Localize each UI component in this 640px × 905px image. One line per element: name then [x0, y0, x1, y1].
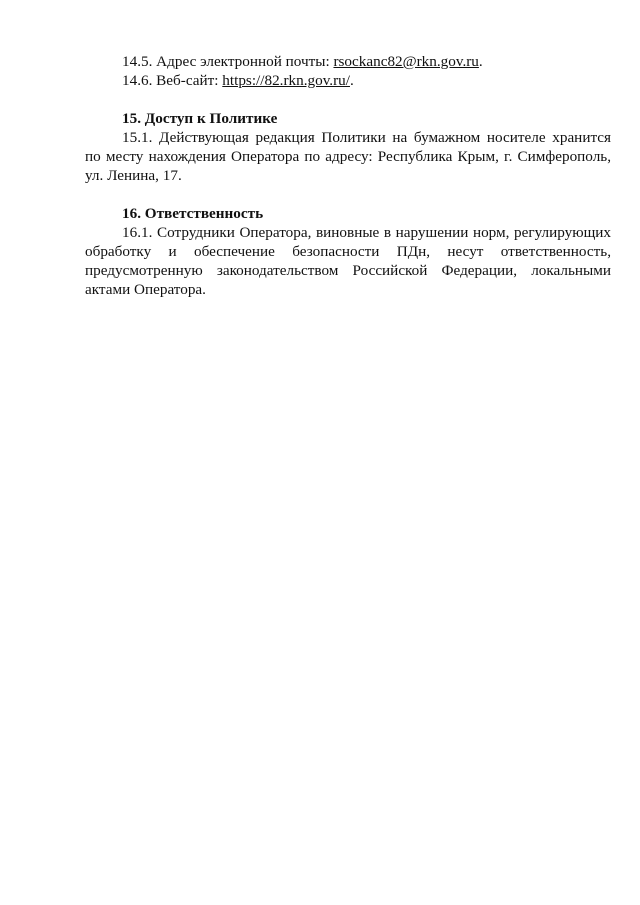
website-item	[85, 71, 611, 90]
section-16-heading: 16. Ответственность	[122, 205, 264, 222]
section-16-line-1: 16.1. Сотрудники Оператора, виновные в нарушении норм, регулирующих	[122, 224, 611, 241]
section-15-line-1: 15.1. Действующая редакция Политики на бумажном носителе хранится	[122, 129, 611, 146]
spacer	[85, 90, 611, 109]
section-16-line-2: обработку и обеспечение безопасности ПДн, несут ответственность,	[85, 243, 611, 260]
spacer	[85, 185, 611, 204]
email-item	[85, 52, 611, 71]
website-link[interactable]: https://82.rkn.gov.ru/	[222, 72, 350, 89]
website-label: 14.6. Веб-сайт:	[122, 72, 223, 89]
section-16-paragraph	[85, 223, 611, 299]
email-label: 14.5. Адрес электронной почты:	[122, 53, 334, 70]
section-15-heading: 15. Доступ к Политике	[122, 110, 278, 127]
email-end: .	[478, 53, 483, 70]
section-15-line-2: по месту нахождения Оператора по адресу: Республика Крым, г. Симферополь,	[85, 148, 611, 165]
document-body	[85, 52, 611, 299]
section-15-line-3: ул. Ленина, 17.	[85, 167, 182, 184]
email-link[interactable]: rsockanc82@rkn.gov.ru	[333, 53, 479, 70]
section-16-line-4: актами Оператора.	[85, 281, 206, 298]
section-15-paragraph	[85, 128, 611, 185]
website-end: .	[349, 72, 354, 89]
section-16-line-3: предусмотренную законодательством Российской Федерации, локальными	[85, 262, 611, 279]
